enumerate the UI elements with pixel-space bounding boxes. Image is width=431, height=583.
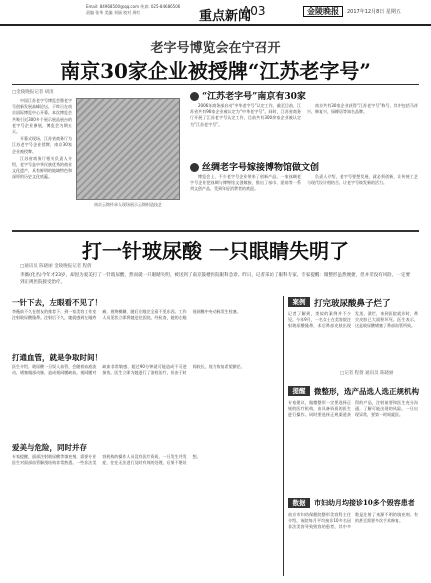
case-tag: 案例 (288, 297, 310, 307)
tip-text: 专家建议，做微整形一定要选择正规的医疗机构，由具备资质的医生进行操作。同时要选择正规渠道获得的产品，注射前要和医生充分沟通，了解可能出现的风险。一旦出现异常，要第一时间就医。 (288, 400, 418, 418)
tip-tag: 提醒 (288, 386, 310, 396)
issue-date: 2017年12月8日 星期五 (347, 9, 401, 15)
tip-title: 微整形，选产品选人选正规机构 (314, 387, 419, 396)
data-title: 市妇幼月均接诊10多个毁容患者 (314, 498, 415, 507)
paragraph: 开幕式现场，江苏省商务厅为江苏老字号企业授牌，南京30家企业被授牌。 (12, 136, 72, 154)
page-header (0, 0, 431, 26)
bullet-icon (190, 163, 199, 172)
paragraph: 博览会上，不少老字号企业带来了创新产品。一家丝绸老字号企业把丝绸与博物馆文创嫁接，推出了丝巾、团扇等一系列文创产品，受到年轻消费者的欢迎。 (190, 174, 301, 192)
newspaper-logo: 金陵晚报 (303, 6, 343, 17)
page-number: A03 (242, 4, 266, 18)
data-tag: 数据 (288, 498, 310, 508)
divider (12, 84, 419, 85)
paragraph: 江苏省商务厅相关负责人介绍，老字号是中华民族优秀的商业文化遗产，具有鲜明的地域特色和深厚的历史文化底蕴。 (12, 155, 72, 180)
mid-story-byline: □通讯员 陈晓丽 金陵晚报记者 程倩 (20, 264, 92, 269)
sub2-title-text: 丝绸老字号嫁接博物馆做文创 (202, 163, 320, 173)
sub1-title (190, 89, 306, 102)
divider (12, 230, 419, 232)
paragraph: 负责人介绍，老字号要想发展，就必须创新，让传统工艺与现代设计相结合，让老字号焕发新的活力。 (307, 174, 418, 186)
photo-caption: 南京云锦传承人现场展示云锦织造技艺 (94, 202, 162, 207)
paragraph: 2006年商务部启动“中华老字号”认定工作，截至目前，江苏省共有96家企业被认定为“中华老字号”。同时，江苏省商务厅开展了江苏老字号认定工作，目前共有300余家企业被认定为“江苏老字号”。 (190, 103, 301, 127)
sub1-title-text: “江苏老字号”南京有30家 (202, 92, 306, 102)
data-text: 南京市妇幼保健院整形美容科主任介绍，该院每月平均接诊10多名因非法美容导致毁容的患者，其中多数是注射了来源不明的填充剂，有的甚至需要多次手术修复。 (288, 512, 418, 530)
sub2-title (190, 160, 319, 173)
top-story-byline: □金陵晚报记者 胡清 (12, 90, 54, 95)
bullet-icon (190, 92, 199, 101)
top-story-col1 (12, 98, 72, 236)
sec1-title: 一针下去，左眼看不见了！ (12, 298, 102, 307)
sec1-text: 李薇前不久在朋友的推荐下，到一家美容工作室注射玻尿酸隆鼻。注射后不久，她就感到左眼疼痛，视物模糊，随后左眼完全看不见东西。工作人员见状立即将她送往医院。经检查，她的左眼视网膜中央动脉发生栓塞。 (12, 309, 241, 321)
header-contact-line2: 责编 张华 美编 刘丽 校对 周红 (86, 10, 141, 15)
header-contact-line1: Email: 84968500@qq.com 传真: 025-84686506 (86, 4, 181, 9)
mid-story-title: 打一针玻尿酸 一只眼睛失明了 (82, 239, 349, 263)
case-text: 记者了解到，类似的案例并不少见。今年9月，一名女士在美容院注射玻尿酸隆鼻，术后鼻部皮肤出现发黑、溃烂，来到医院就诊时，鼻尖皮肤已大面积坏死。医生表示，这是玻尿酸堵塞了鼻部血管所致。 (288, 311, 418, 329)
sec3-text: 专家提醒，面部注射玻尿酸等填充剂，需要专业医生对面部血管解剖结构非常熟悉。一些非法美容机构的操作人员没有医疗资质，一旦发生并发症，往往无法进行及时有效的处理，后果不堪设想。 (12, 454, 201, 466)
column-divider (283, 296, 284, 576)
sec2-text: 医生介绍，玻尿酸一旦误入血管，会随着血液流动，堵塞眼部动脉，造成视网膜缺血。视网膜对缺血非常敏感，超过90分钟就可能造成不可逆损伤。医生立即为她进行了溶栓治疗，但由于时间较长，视力恢复希望渺茫。 (12, 364, 245, 376)
paragraph: 中国江苏老字号博览会暨老字号创新发展高峰论坛，于昨日在南京国际博览中心开幕。本次博览会共吸引近300多个展示展品展台的老字号企业参展，博览会为期五天。 (12, 98, 72, 135)
sub1-text (190, 103, 418, 157)
top-story-title: 南京30家企业被授牌“江苏老字号” (60, 59, 371, 83)
case-title: 打完玻尿酸鼻子烂了 (314, 299, 391, 309)
mid-story-lead: 李薇(化名)今年才23岁，却因为爱美打了一针玻尿酸，然而就一只眼睛失明，被送到了南京鼓楼医院眼科急诊。昨日，记者采访了眼科专家，专家提醒：微整形虽然便捷，但并非没有风险，一定要到正规医院接受治疗。 (20, 273, 410, 285)
case-byline: □记者 程倩 通讯员 陈晓丽 (340, 371, 394, 376)
top-story-kicker: 老字号博览会在宁召开 (150, 41, 281, 56)
sec2-title: 打通血管，就是争取时间！ (12, 353, 102, 362)
section-name: 重点新闻 (199, 9, 252, 24)
header-contact (86, 4, 196, 16)
top-story-photo (76, 98, 180, 200)
sec3-title: 爱美与危险，同时并存 (12, 443, 87, 452)
paragraph: 南京共有30家企业获得“江苏老字号”称号，其中包括马祥兴、韩复兴、绿柳居等知名品牌。 (307, 103, 418, 115)
sub2-text (190, 174, 418, 228)
